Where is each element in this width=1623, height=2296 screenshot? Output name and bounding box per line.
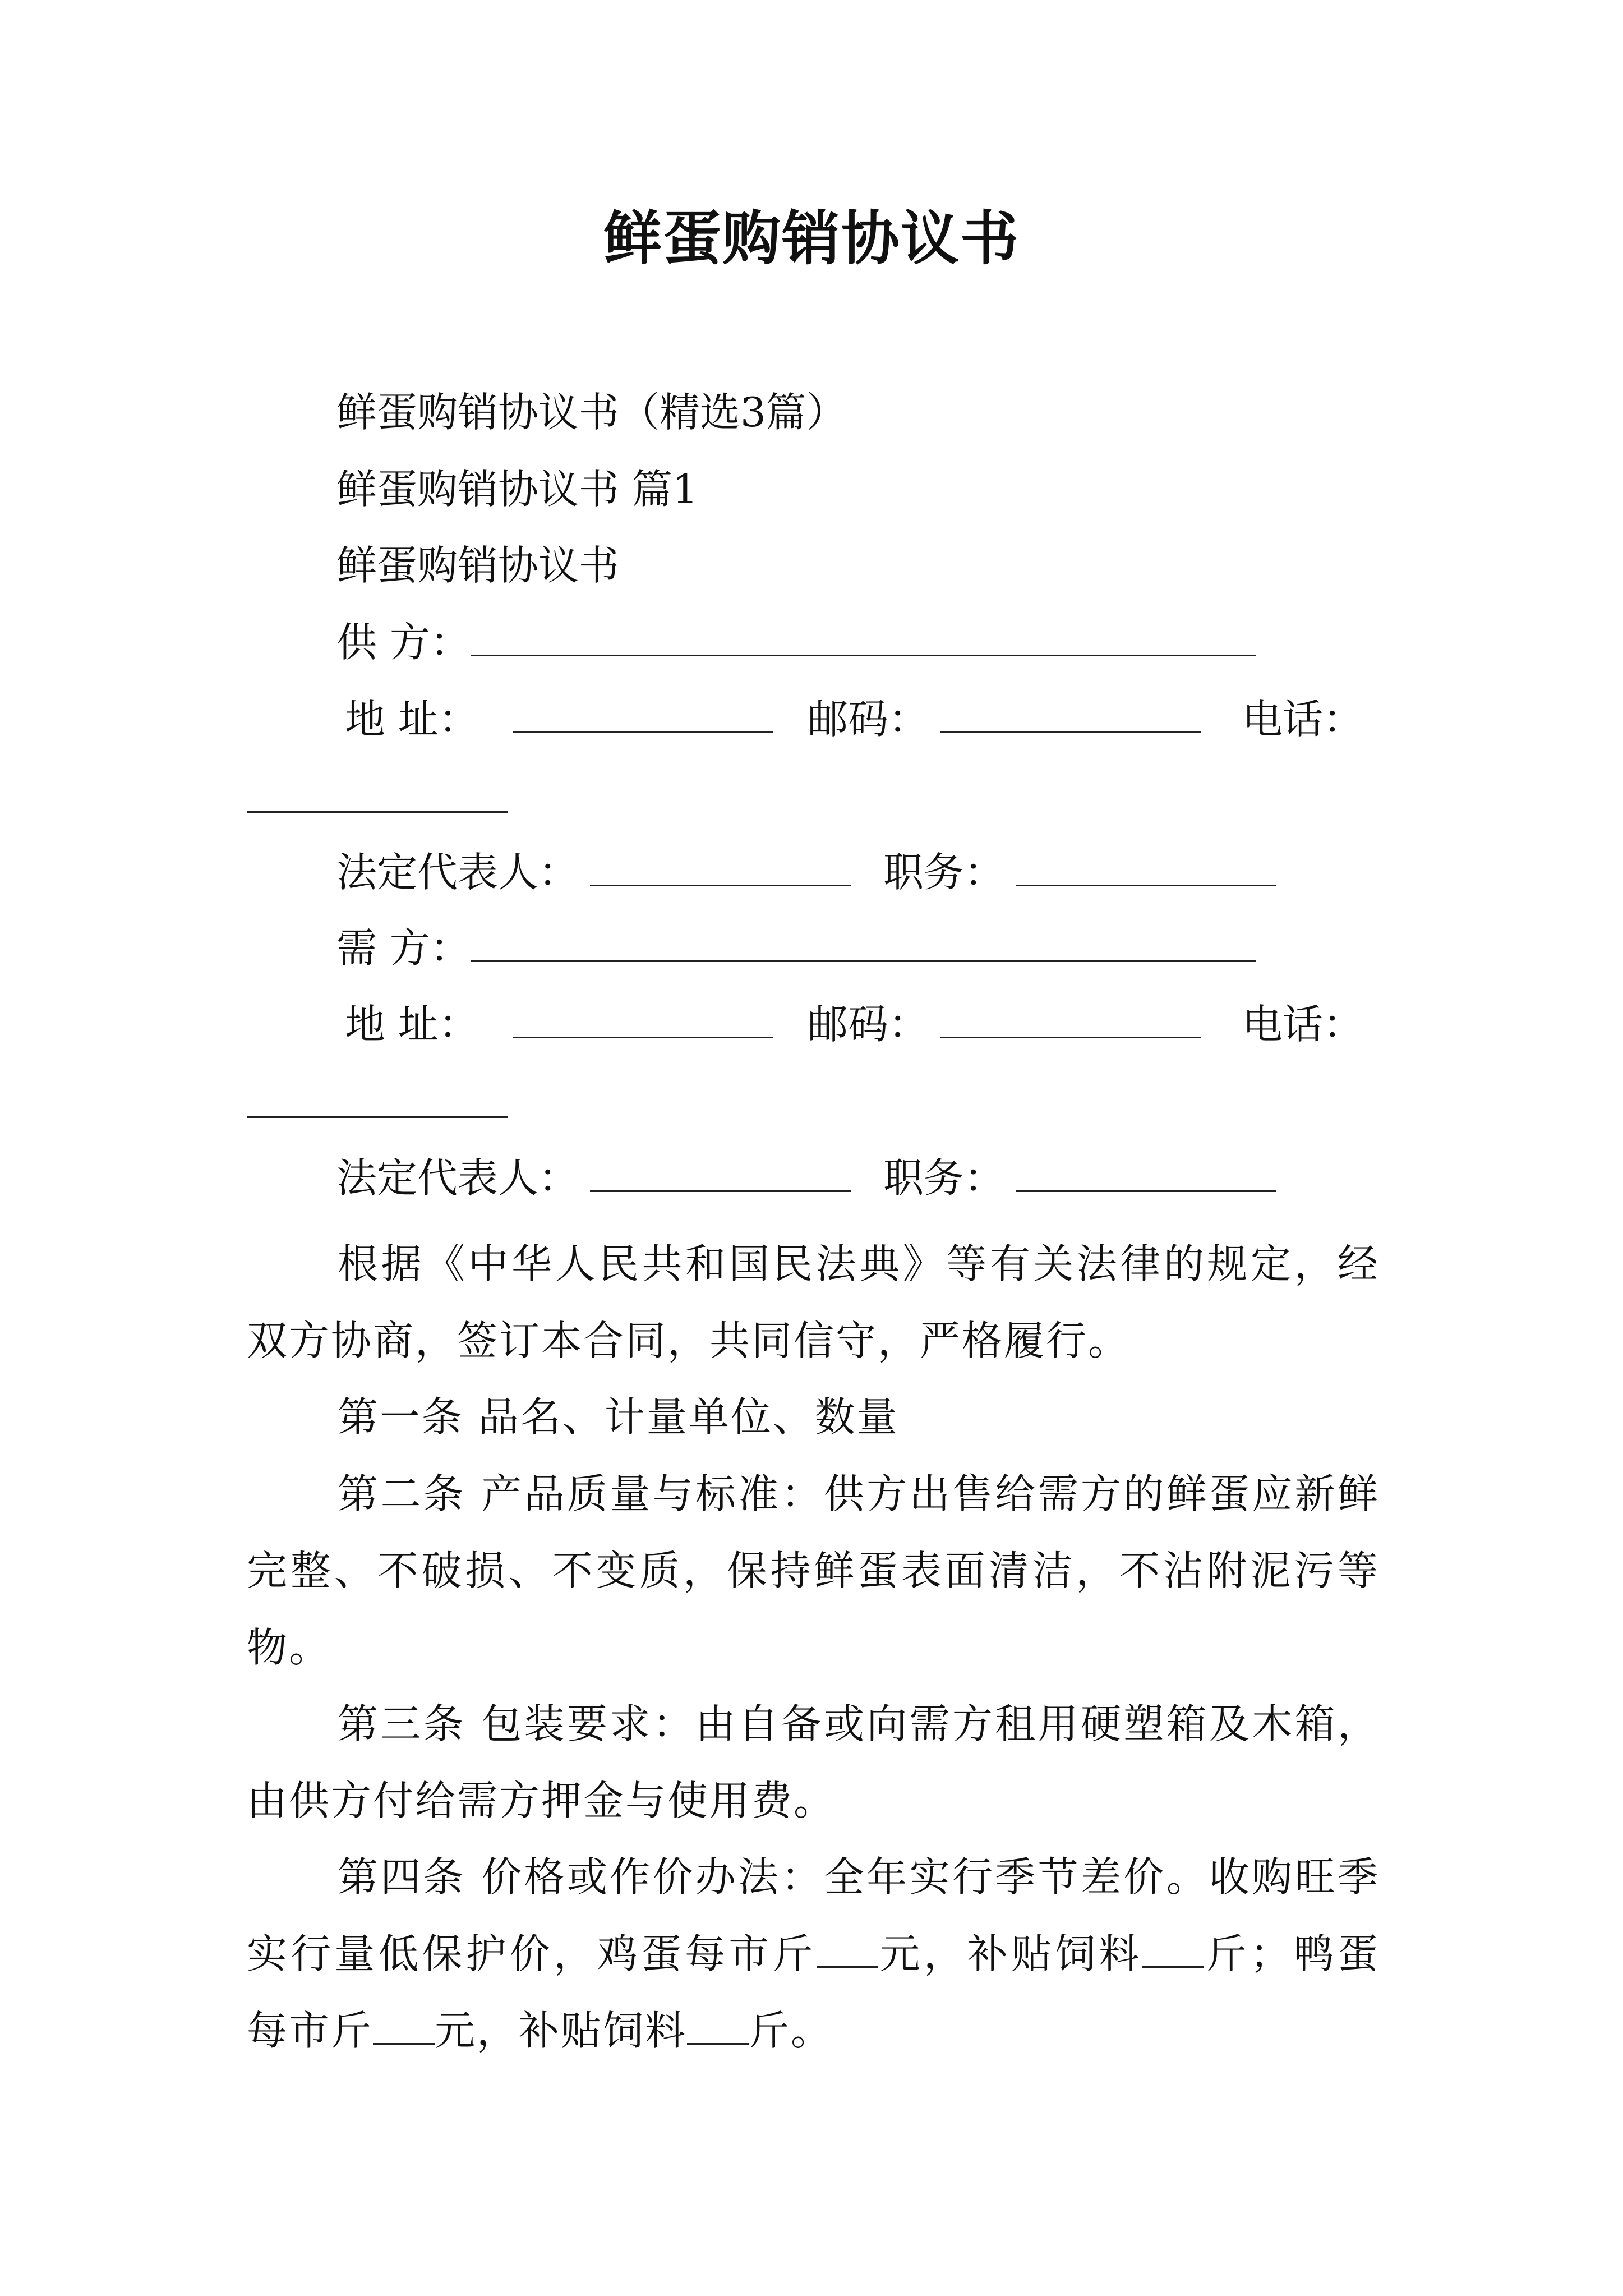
article-2: 第二条 产品质量与标准：供方出售给需方的鲜蛋应新鲜完整、不破损、不变质，保持鲜蛋表面清洁，不沾附泥污等物。 [247, 1470, 1380, 1671]
article-4-text-c: 斤；鸭蛋每市斤 [247, 1930, 1380, 2054]
article-4-text-a: 第四条 价格或作价办法：全年实行季节差价。收购旺季实行量低保护价，鸡蛋每市斤 [247, 1853, 1380, 1977]
buyer-position-label: 职务： [883, 1154, 1005, 1202]
supplier-position-blank [1016, 852, 1276, 886]
buyer-address-blank [513, 1004, 773, 1038]
section-heading: 鲜蛋购销协议书 篇1 [336, 466, 698, 513]
buyer-address-label: 地 址： [345, 1001, 479, 1048]
duck-egg-price-blank [373, 2010, 435, 2045]
article-4-text-b: 元，补贴饲料 [878, 1930, 1143, 1977]
egg-feed-blank [1142, 1934, 1204, 1968]
buyer-address-row [345, 996, 773, 1052]
supplier-postcode-row [808, 691, 1201, 747]
article-4 [247, 1839, 1380, 2069]
buyer-name-blank [471, 928, 1256, 962]
document-title: 鲜蛋购销协议书 [603, 204, 1020, 273]
buyer-label: 需 方： [336, 924, 471, 972]
supplier-address-blank [513, 699, 773, 733]
supplier-postcode-label: 邮码： [808, 696, 929, 743]
supplier-phone-label: 电话： [1242, 696, 1364, 743]
buyer-legal-rep-row [336, 1150, 851, 1206]
buyer-phone-blank [247, 1084, 508, 1118]
supplier-position-label: 职务： [883, 849, 1005, 896]
document-subtitle: 鲜蛋购销协议书（精选3篇） [336, 389, 847, 436]
buyer-position-row [883, 1150, 1276, 1206]
article-3: 第三条 包装要求：由自备或向需方租用硬塑箱及木箱，由供方付给需方押金与使用费。 [247, 1700, 1380, 1824]
buyer-legal-rep-blank [590, 1158, 851, 1192]
duck-egg-feed-blank [687, 2010, 749, 2045]
article-1: 第一条 品名、计量单位、数量 [338, 1393, 899, 1441]
buyer-postcode-blank [940, 1004, 1201, 1038]
supplier-legal-rep-row [336, 844, 851, 900]
supplier-address-row [345, 691, 773, 747]
supplier-phone-blank [247, 779, 508, 813]
egg-price-blank [817, 1934, 878, 1968]
buyer-row [336, 920, 1256, 976]
buyer-postcode-row [808, 996, 1201, 1052]
buyer-legal-rep-label: 法定代表人： [336, 1154, 579, 1202]
buyer-phone-label: 电话： [1242, 1001, 1364, 1048]
preamble-paragraph: 根据《中华人民共和国民法典》等有关法律的规定，经双方协商，签订本合同，共同信守，严格履行。 [247, 1240, 1380, 1364]
buyer-postcode-label: 邮码： [808, 1001, 929, 1048]
buyer-position-blank [1016, 1158, 1276, 1192]
supplier-name-blank [471, 622, 1256, 656]
supplier-address-label: 地 址： [345, 696, 479, 743]
supplier-postcode-blank [940, 699, 1201, 733]
article-4-text-e: 斤。 [749, 2007, 833, 2054]
contract-name: 鲜蛋购销协议书 [336, 542, 620, 589]
article-4-text-d: 元，补贴饲料 [435, 2007, 688, 2054]
supplier-row [336, 614, 1256, 670]
supplier-position-row [883, 844, 1276, 900]
supplier-legal-rep-label: 法定代表人： [336, 849, 579, 896]
supplier-label: 供 方： [336, 619, 471, 666]
supplier-legal-rep-blank [590, 852, 851, 886]
